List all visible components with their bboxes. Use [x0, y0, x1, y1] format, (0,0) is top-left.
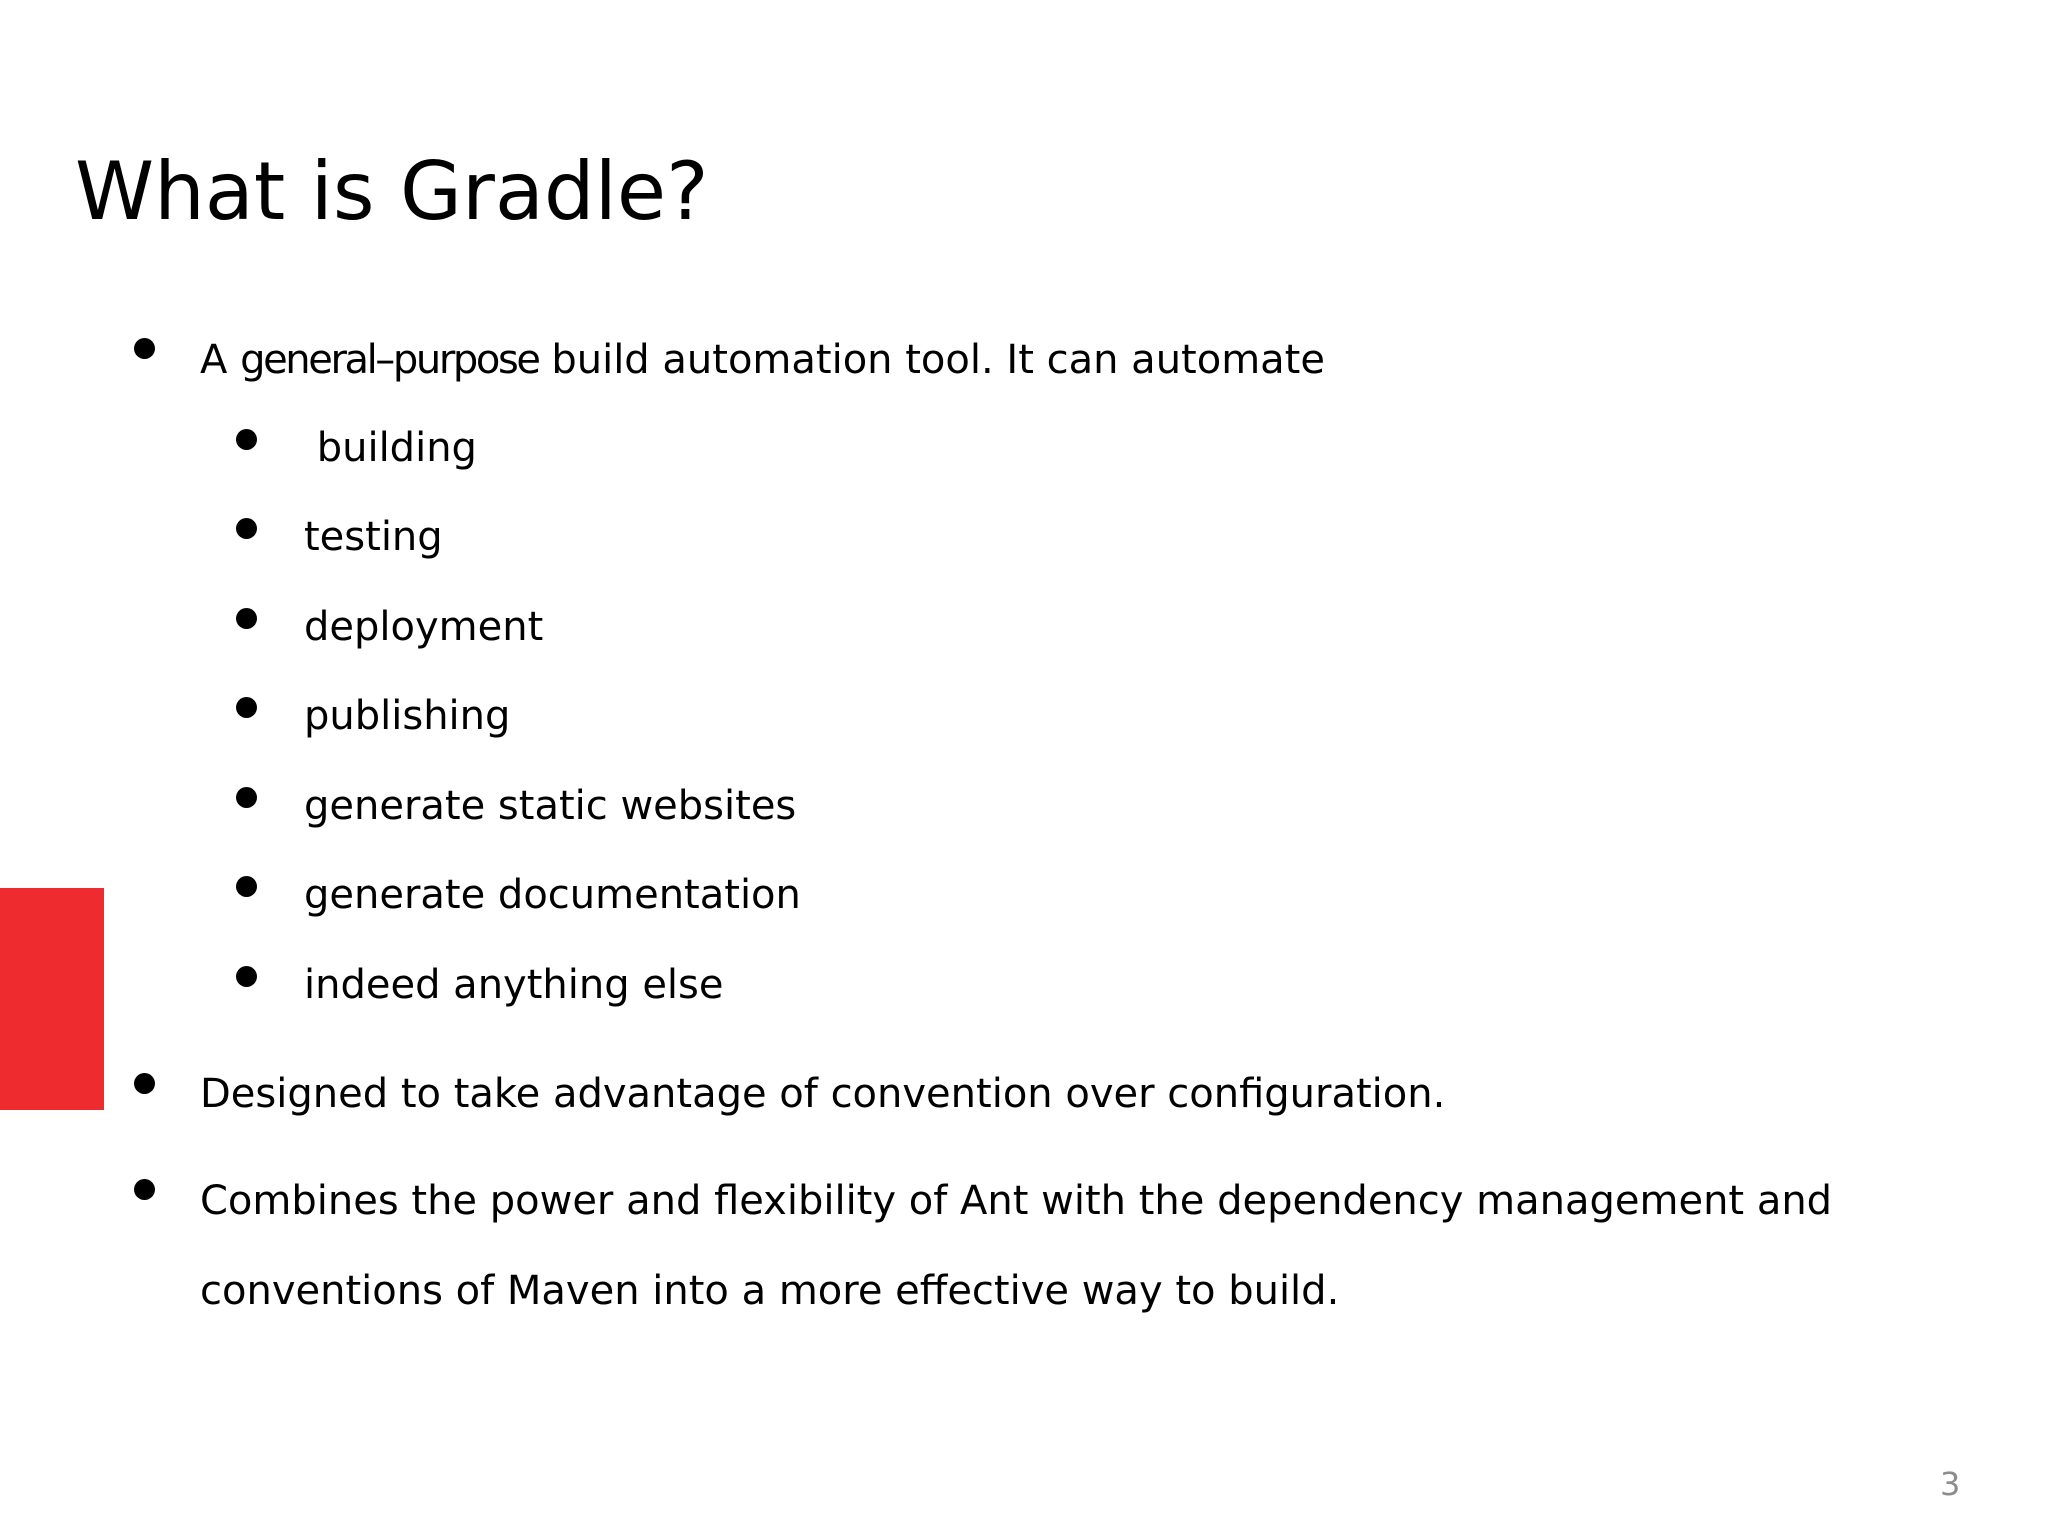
sub-item-deployment: deployment [304, 604, 544, 650]
bullet-dot [134, 1073, 155, 1094]
page-number: 3 [1940, 1465, 1961, 1503]
sub-bullet-dot [236, 608, 257, 629]
accent-bar [0, 888, 104, 1110]
sub-item-anything-else: indeed anything else [304, 962, 724, 1008]
sub-bullet-dot [236, 697, 257, 718]
bullet-convention: Designed to take advantage of convention over configuration. [200, 1071, 1446, 1117]
sub-item-documentation: generate documentation [304, 872, 801, 918]
bullet-dot [134, 1179, 155, 1200]
sub-bullet-dot [236, 518, 257, 539]
sub-item-static-websites: generate static websites [304, 783, 797, 829]
bullet-emphasis: general–purpose [240, 337, 539, 383]
bullet-combines-line1: Combines the power and flexibility of Ant with the dependency management and [200, 1178, 1833, 1224]
sub-item-building: building [304, 425, 477, 471]
sub-bullet-dot [236, 966, 257, 987]
sub-bullet-dot [236, 876, 257, 897]
bullet-combines-line2: conventions of Maven into a more effective way to build. [200, 1268, 1340, 1314]
slide-title: What is Gradle? [75, 145, 709, 238]
bullet-prefix: A [200, 337, 241, 383]
sub-item-testing: testing [304, 514, 443, 560]
bullet-general-purpose [200, 337, 1325, 383]
bullet-suffix: build automation tool. It can automate [538, 337, 1325, 383]
sub-bullet-dot [236, 787, 257, 808]
bullet-dot [134, 338, 155, 359]
sub-bullet-dot [236, 429, 257, 450]
sub-item-publishing: publishing [304, 693, 511, 739]
